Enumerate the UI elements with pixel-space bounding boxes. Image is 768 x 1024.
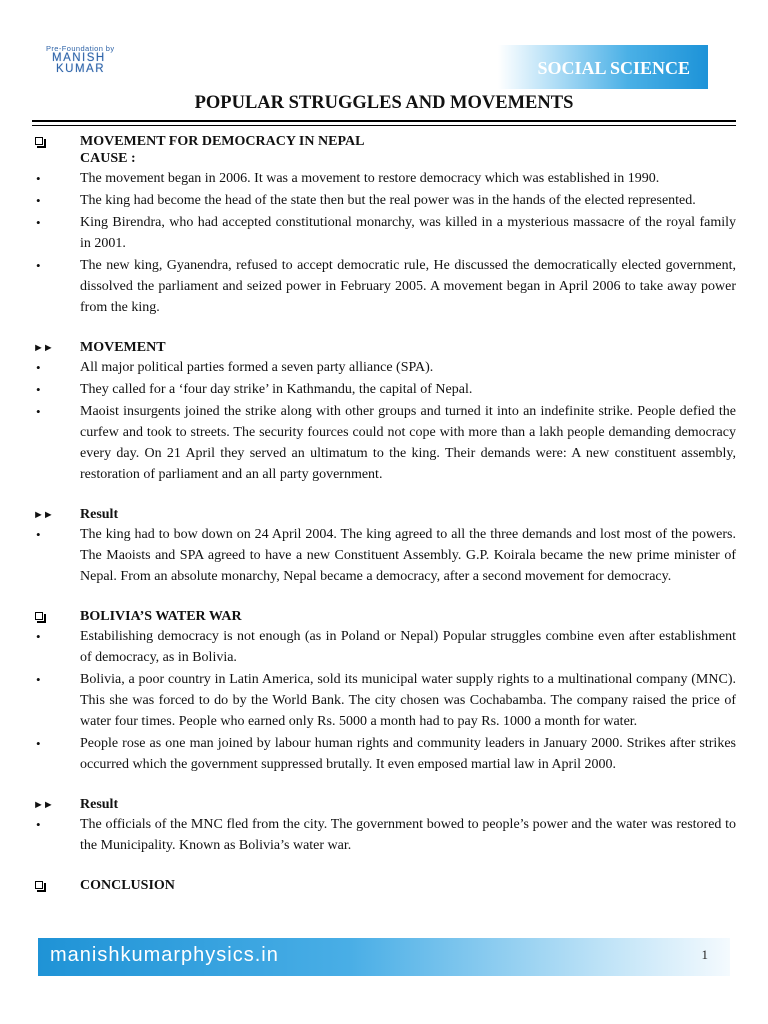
checkbox-bullet-icon xyxy=(35,137,43,145)
bullet-list xyxy=(0,524,768,587)
checkbox-bullet-icon xyxy=(35,881,43,889)
list-item: • Bolivia, a poor country in Latin America, sold its municipal water supply rights to a multinational company (MNC). This she was forced to do by the World Bank. The city chosen was Cochabamba. The company raised the price of water four times. People who earned only Rs. 5000 a month had to pay Rs. 1000 a month for water. xyxy=(0,669,768,732)
section-heading-bolivia xyxy=(0,608,768,625)
list-item: • King Birendra, who had accepted constitutional monarchy, was killed in a mysterious massacre of the royal family in 2001. xyxy=(0,212,768,254)
section-heading-conclusion xyxy=(0,877,768,894)
page-title: POPULAR STRUGGLES AND MOVEMENTS xyxy=(194,93,574,113)
section-heading-movement xyxy=(0,339,768,356)
bullet-list xyxy=(0,168,768,318)
section-title: MOVEMENT xyxy=(80,340,166,355)
double-arrow-icon: ►► xyxy=(33,799,53,811)
double-arrow-icon: ►► xyxy=(33,509,53,521)
subject-banner: SOCIAL SCIENCE xyxy=(498,45,708,89)
list-item: • The movement began in 2006. It was a movement to restore democracy which was established in 1990. xyxy=(0,168,768,189)
bullet-list xyxy=(0,357,768,485)
logo-name-line-2: KUMAR xyxy=(56,63,106,75)
section-title: Result xyxy=(80,797,119,812)
list-item: • The new king, Gyanendra, refused to accept democratic rule, He discussed the democratically elected government, dissolved the parliament and seized power in February 2005. A movement began in April 2006 to take away power from the king. xyxy=(0,255,768,318)
logo-tagline: Pre-Foundation by xyxy=(46,44,115,53)
list-item: • The king had to bow down on 24 April 2004. The king agreed to all the three demands and lost most of the powers. The Maoists and SPA agreed to have a new Constituent Assembly. G.P. Koirala became the new prime minister of Nepal. From an absolute monarchy, Nepal became a democracy, after a second movement for democracy. xyxy=(0,524,768,587)
section-title: BOLIVIA’S WATER WAR xyxy=(80,609,242,624)
list-item: • Maoist insurgents joined the strike along with other groups and turned it into an indefinite strike. People defied the curfew and took to streets. The security fources could not cope with more than a lakh people demanding democracy every day. On 21 April they served an ultimatum to the king. Their demands were: A new constituent assembly, restoration of parliament and an all party government. xyxy=(0,401,768,485)
title-rule-thin xyxy=(32,125,736,126)
footer-website: manishkumarphysics.in xyxy=(50,944,279,966)
section-heading-nepal xyxy=(0,133,768,167)
bullet-list xyxy=(0,814,768,856)
publisher-logo xyxy=(46,44,146,88)
double-arrow-icon: ►► xyxy=(33,342,53,354)
list-item: • All major political parties formed a seven party alliance (SPA). xyxy=(0,357,768,378)
section-subheading: CAUSE : xyxy=(80,151,136,166)
bullet-list xyxy=(0,626,768,775)
list-item: • The king had become the head of the state then but the real power was in the hands of the elected represented. xyxy=(0,190,768,211)
section-title: Result xyxy=(80,507,119,522)
section-heading-result-bolivia xyxy=(0,796,768,813)
title-rule-thick xyxy=(32,120,736,122)
footer-banner xyxy=(38,938,730,976)
page-number: 1 xyxy=(701,947,708,962)
checkbox-bullet-icon xyxy=(35,612,43,620)
section-title: CONCLUSION xyxy=(80,878,175,893)
logo-name-line-1: MANISH xyxy=(52,52,106,64)
list-item: • People rose as one man joined by labour human rights and community leaders in January 2000. Strikes after strikes occurred which the government suppressed brutally. It even emposed martial law in April 2000. xyxy=(0,733,768,775)
section-title: MOVEMENT FOR DEMOCRACY IN NEPAL xyxy=(80,134,365,149)
list-item: • The officials of the MNC fled from the city. The government bowed to people’s power and the water was restored to the Municipality. Known as Bolivia’s water war. xyxy=(0,814,768,856)
list-item: • Estabilishing democracy is not enough (as in Poland or Nepal) Popular struggles combine even after establishment of democracy, as in Bolivia. xyxy=(0,626,768,668)
list-item: • They called for a ‘four day strike’ in Kathmandu, the capital of Nepal. xyxy=(0,379,768,400)
section-heading-result-nepal xyxy=(0,506,768,523)
document-body xyxy=(0,133,768,894)
